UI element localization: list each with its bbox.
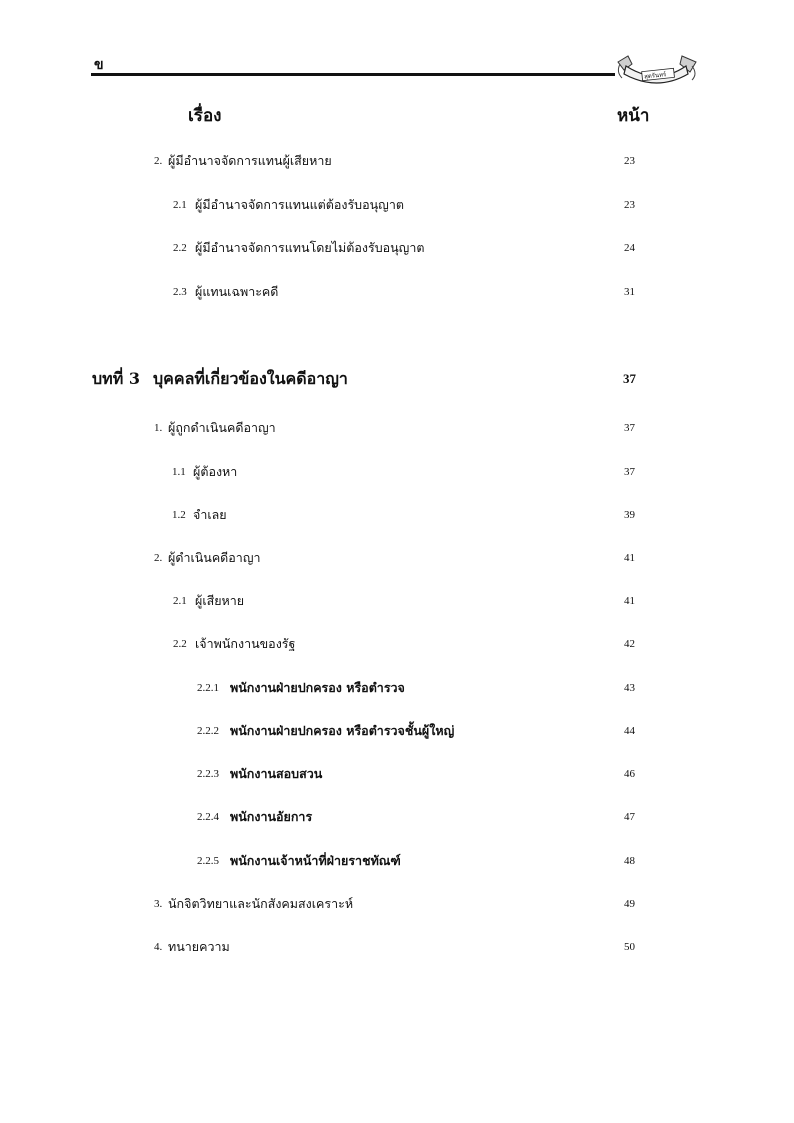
toc-chapter-number: บทที่ 3 [92, 369, 140, 388]
toc-entry-page: 48 [624, 855, 635, 867]
toc-entry[interactable] [0, 807, 794, 827]
toc-entry-label: พนักงานสอบสวน [230, 766, 323, 781]
toc-entry-number: 1.1 [172, 466, 186, 478]
toc-entry[interactable] [0, 505, 794, 525]
toc-entry-page: 39 [624, 509, 635, 521]
toc-chapter-label: บุคคลที่เกี่ยวข้องในคดีอาญา [153, 369, 348, 388]
toc-entry-label: ผู้ต้องหา [193, 464, 238, 479]
toc-entry-page: 42 [624, 638, 635, 650]
toc-entry-page: 37 [624, 422, 635, 434]
toc-entry-label: ผู้แทนเฉพาะคดี [195, 284, 279, 299]
toc-entry-number: 2.2 [173, 638, 187, 650]
toc-entry-label: พนักงานฝ่ายปกครอง หรือตำรวจชั้นผู้ใหญ่ [230, 723, 455, 738]
toc-entry-page: 49 [624, 898, 635, 910]
toc-entry-label: พนักงานเจ้าหน้าที่ฝ่ายราชทัณฑ์ [230, 853, 401, 868]
toc-entry-number: 2.2.4 [197, 811, 219, 823]
toc-entry-page: 46 [624, 768, 635, 780]
toc-entry[interactable] [0, 418, 794, 438]
toc-chapter[interactable] [0, 369, 794, 389]
toc-entry-label: ผู้เสียหาย [195, 593, 245, 608]
toc-entry[interactable] [0, 851, 794, 871]
toc-entry-number: 2.2.2 [197, 725, 219, 737]
scroll-banner-logo-icon [612, 52, 702, 88]
toc-entry-number: 2.2.5 [197, 855, 219, 867]
toc-entry-number: 2.1 [173, 595, 187, 607]
column-title-subject: เรื่อง [188, 106, 222, 126]
toc-entry-label: พนักงานฝ่ายปกครอง หรือตำรวจ [230, 680, 405, 695]
toc-entry[interactable] [0, 462, 794, 482]
toc-entry-page: 31 [624, 286, 635, 298]
toc-entry-label: ทนายความ [168, 939, 230, 954]
toc-entry[interactable] [0, 634, 794, 654]
toc-entry-label: ผู้ดำเนินคดีอาญา [168, 550, 261, 565]
toc-entry-page: 41 [624, 595, 635, 607]
svg-text:สุตรันทร์: สุตรันทร์ [643, 71, 667, 81]
column-title-page: หน้า [617, 106, 650, 126]
toc-entry-label: ผู้ถูกดำเนินคดีอาญา [168, 420, 276, 435]
toc-entry-page: 44 [624, 725, 635, 737]
toc-entry[interactable] [0, 151, 794, 171]
toc-entry-number: 2.2.1 [197, 682, 219, 694]
toc-entry-page: 23 [624, 199, 635, 211]
toc-chapter-page: 37 [623, 371, 636, 386]
toc-entry-label: เจ้าพนักงานของรัฐ [195, 636, 296, 651]
header-rule [91, 73, 615, 76]
toc-entry[interactable] [0, 548, 794, 568]
toc-entry-label: นักจิตวิทยาและนักสังคมสงเคราะห์ [168, 896, 354, 911]
toc-entry-page: 24 [624, 242, 635, 254]
toc-entry-label: ผู้มีอำนาจจัดการแทนผู้เสียหาย [168, 153, 332, 168]
toc-entry-label: ผู้มีอำนาจจัดการแทนแต่ต้องรับอนุญาต [195, 197, 404, 212]
toc-entry-number: 2.1 [173, 199, 187, 211]
toc-entry-number: 2. [154, 552, 163, 564]
toc-entry[interactable] [0, 282, 794, 302]
toc-entry-page: 41 [624, 552, 635, 564]
toc-entry[interactable] [0, 937, 794, 957]
toc-entry-number: 2.2 [173, 242, 187, 254]
toc-entry[interactable] [0, 721, 794, 741]
toc-entry-page: 37 [624, 466, 635, 478]
page-number-letter: ข [94, 57, 104, 73]
toc-entry-number: 2. [154, 155, 163, 167]
toc-entry[interactable] [0, 195, 794, 215]
toc-entry-number: 3. [154, 898, 163, 910]
toc-entry[interactable] [0, 678, 794, 698]
toc-entry-page: 47 [624, 811, 635, 823]
toc-entry-page: 23 [624, 155, 635, 167]
toc-entry[interactable] [0, 764, 794, 784]
toc-entry[interactable] [0, 894, 794, 914]
toc-entry[interactable] [0, 238, 794, 258]
toc-entry[interactable] [0, 591, 794, 611]
toc-entry-number: 2.2.3 [197, 768, 219, 780]
toc-entry-label: จำเลย [193, 507, 227, 522]
toc-entry-label: พนักงานอัยการ [230, 809, 313, 824]
toc-entry-page: 50 [624, 941, 635, 953]
toc-entry-number: 1. [154, 422, 163, 434]
toc-entry-label: ผู้มีอำนาจจัดการแทนโดยไม่ต้องรับอนุญาต [195, 240, 425, 255]
toc-entry-number: 1.2 [172, 509, 186, 521]
toc-entry-number: 2.3 [173, 286, 187, 298]
toc-entry-number: 4. [154, 941, 163, 953]
toc-entry-page: 43 [624, 682, 635, 694]
